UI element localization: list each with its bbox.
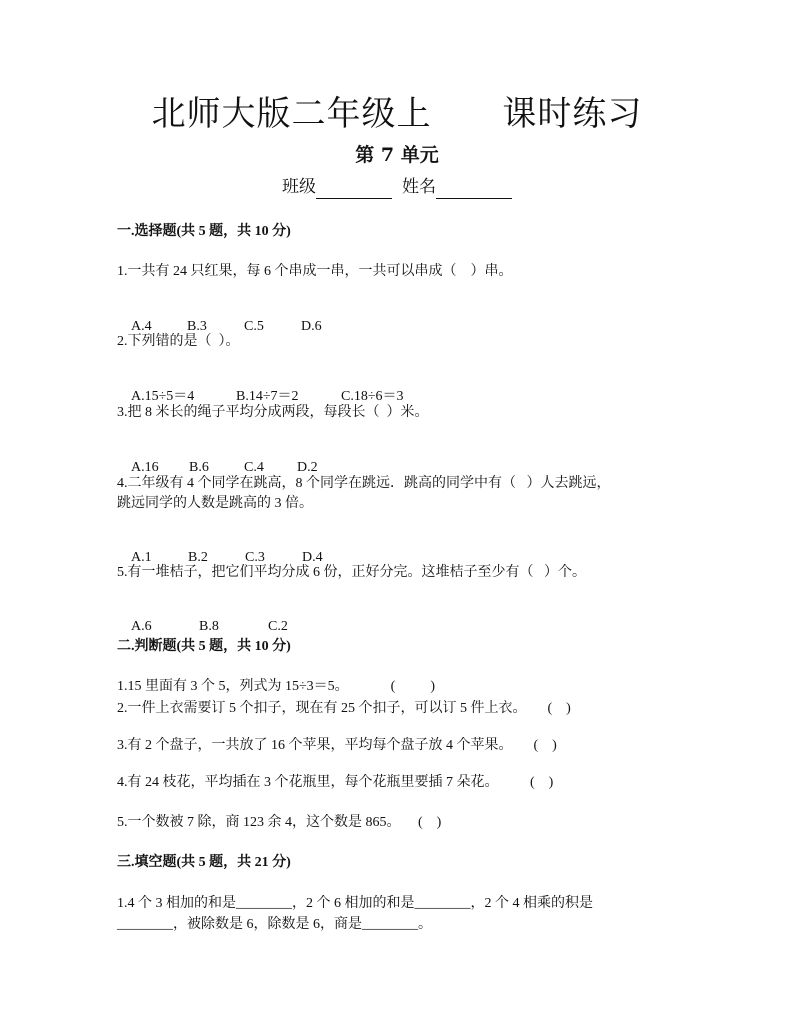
- section-heading-fill: 三.填空题(共 5 题，共 21 分): [117, 855, 291, 870]
- question-1-5: 5.有一堆桔子，把它们平均分成 6 份，正好分完。这堆桔子至少有（ ）个。: [117, 565, 586, 580]
- question-1-1: 1.一共有 24 只红果，每 6 个串成一串，一共可以串成（ ）串。: [117, 264, 513, 279]
- option-b[interactable]: B.14÷7＝2: [236, 389, 299, 404]
- option-c[interactable]: C.2: [268, 619, 288, 634]
- class-label: 班级: [282, 177, 316, 197]
- question-1-4-line-1: 4.二年级有 4 个同学在跳高，8 个同学在跳远．跳高的同学中有（ ）人去跳远，: [117, 476, 611, 491]
- section-heading-judge: 二.判断题(共 5 题，共 10 分): [117, 639, 291, 654]
- option-a[interactable]: A.15÷5＝4: [131, 389, 195, 404]
- section-heading-choice: 一.选择题(共 5 题，共 10 分): [117, 224, 291, 239]
- question-1-2: 2.下列错的是（ ）。: [117, 334, 240, 349]
- option-d[interactable]: D.2: [297, 460, 318, 475]
- judge-question-1: 1.15 里面有 3 个 5，列式为 15÷3＝5。 ( ): [117, 679, 436, 694]
- question-1-4-line-2: 跳远同学的人数是跳高的 3 倍。: [117, 496, 313, 511]
- option-b[interactable]: B.3: [187, 319, 207, 334]
- name-label: 姓名: [402, 177, 436, 197]
- option-a[interactable]: A.16: [131, 460, 159, 475]
- option-d[interactable]: D.4: [302, 550, 323, 565]
- option-a[interactable]: A.1: [131, 550, 152, 565]
- option-d[interactable]: D.6: [301, 319, 322, 334]
- page-title: 北师大版二年级上 课时练习: [151, 94, 643, 134]
- fill-question-1-line-2: ________，被除数是 6，除数是 6，商是________。: [117, 917, 432, 932]
- unit-subtitle: 第 7 单元: [355, 144, 439, 166]
- fill-question-1-line-1: 1.4 个 3 相加的和是________，2 个 6 相加的和是________，2 个 4 相乘的积是: [117, 896, 593, 911]
- option-b[interactable]: B.8: [199, 619, 219, 634]
- judge-question-3: 3.有 2 个盘子，一共放了 16 个苹果，平均每个盘子放 4 个苹果。 ( ): [117, 738, 557, 753]
- judge-question-5: 5.一个数被 7 除，商 123 余 4，这个数是 865。 ( ): [117, 815, 442, 830]
- judge-question-4: 4.有 24 枝花，平均插在 3 个花瓶里，每个花瓶里要插 7 朵花。 ( ): [117, 775, 554, 790]
- question-1-3: 3.把 8 米长的绳子平均分成两段，每段长（ ）米。: [117, 405, 429, 420]
- option-a[interactable]: A.4: [131, 319, 152, 334]
- option-c[interactable]: C.4: [244, 460, 264, 475]
- option-a[interactable]: A.6: [131, 619, 152, 634]
- option-c[interactable]: C.5: [244, 319, 264, 334]
- student-info: [0, 175, 794, 199]
- class-blank[interactable]: [316, 180, 392, 199]
- option-b[interactable]: B.2: [188, 550, 208, 565]
- name-blank[interactable]: [436, 180, 512, 199]
- option-c[interactable]: C.18÷6＝3: [341, 389, 404, 404]
- option-c[interactable]: C.3: [245, 550, 265, 565]
- judge-question-2: 2.一件上衣需要订 5 个扣子，现在有 25 个扣子，可以订 5 件上衣。 ( ): [117, 701, 571, 716]
- option-b[interactable]: B.6: [189, 460, 209, 475]
